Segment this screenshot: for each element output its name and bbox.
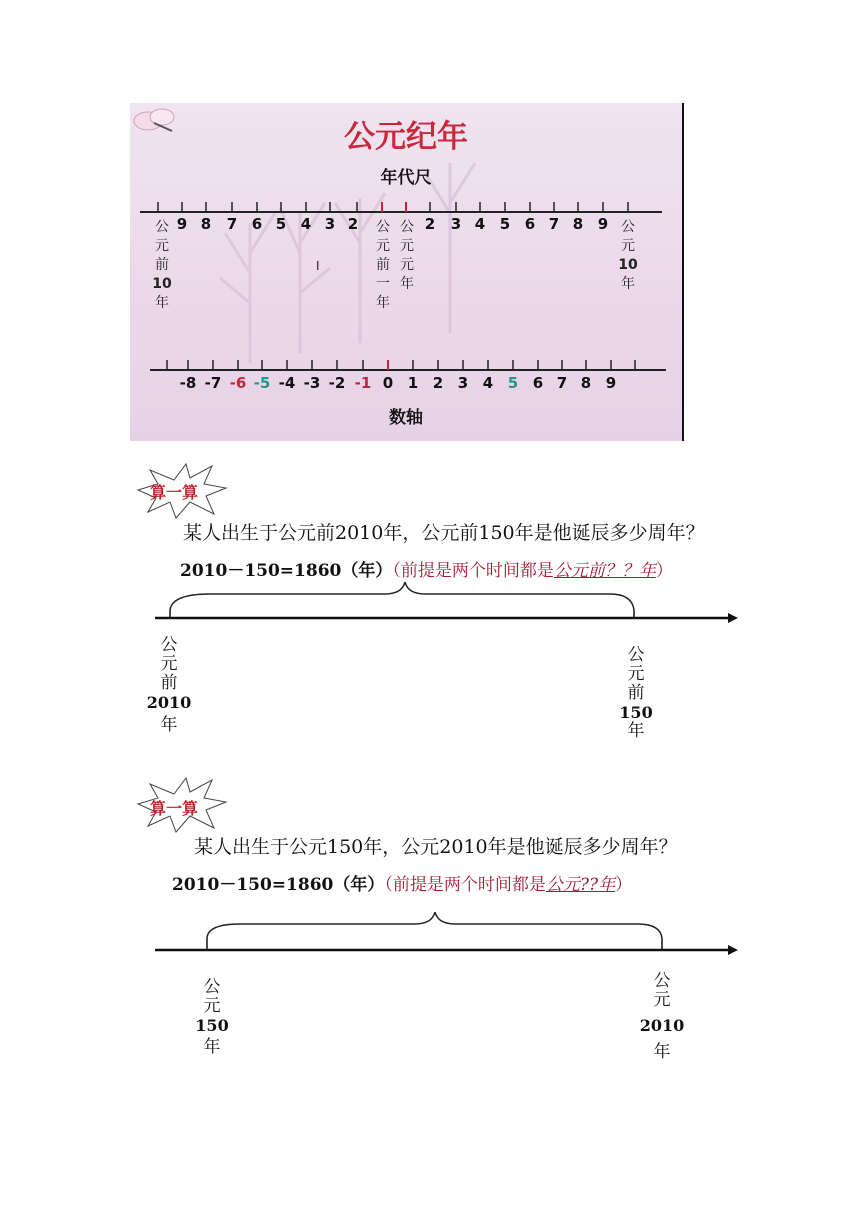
vertical-divider: [682, 103, 684, 441]
ruler-tick-label: 9: [176, 215, 188, 233]
label-char: 年: [620, 276, 635, 292]
ruler-tick-label: 5: [499, 215, 511, 233]
calc2-question: 某人出生于公元150年，公元2010年是他诞辰多少周年？: [194, 836, 678, 858]
label-char: 元: [376, 238, 390, 254]
label-char: 年: [627, 721, 645, 741]
ruler-tick-label: 6: [251, 215, 263, 233]
formula-note-emph: 公元前？？年: [553, 561, 656, 581]
ruler-tick-label: 8: [572, 215, 584, 233]
ruler-tick-label: 5: [275, 215, 287, 233]
calc2-badge-label: 算一算: [150, 799, 199, 818]
label-char: 公: [154, 219, 169, 235]
axis-number-label: -3: [303, 374, 321, 392]
label-char: 前: [627, 683, 645, 703]
ruler-tick-label: 2: [424, 215, 436, 233]
calc2-formula: [172, 870, 632, 895]
axis-number-label: 8: [580, 374, 592, 392]
formula-main: 2010－150=1860（年）: [172, 875, 385, 895]
label-ad-10-year: [618, 218, 637, 294]
calc1-timeline: [150, 582, 740, 632]
axis-number-label: 0: [382, 374, 394, 392]
ruler-tick-label: 7: [548, 215, 560, 233]
formula-note-prefix: （前提是两个时间都是: [392, 561, 554, 581]
label-char: 一: [376, 276, 390, 292]
label-char: 年: [400, 276, 414, 292]
label-num: 10: [152, 276, 172, 292]
ruler-tick-label: 4: [474, 215, 486, 233]
ruler-tick-label: 8: [200, 215, 212, 233]
axis-caption: 数轴: [389, 408, 423, 428]
calc1-formula: [180, 556, 673, 581]
label-char: 元: [627, 664, 645, 684]
label-char: 元: [154, 238, 169, 254]
label-char: 公: [653, 971, 671, 991]
label-num: 2010: [639, 1016, 685, 1035]
calc1-left-label: [147, 636, 192, 735]
label-char: 元: [160, 654, 178, 674]
axis-number-label: -5: [253, 374, 271, 392]
label-char: 元: [400, 238, 414, 254]
ruler-caption: 年代尺: [380, 168, 432, 188]
axis-number-label: -2: [328, 374, 346, 392]
axis-number-label: -8: [179, 374, 197, 392]
label-char: 年: [653, 1042, 671, 1062]
ruler-tick-label: 9: [597, 215, 609, 233]
formula-note-emph: 公元??年: [545, 875, 616, 895]
label-char: 公: [627, 645, 645, 665]
label-char: 公: [376, 219, 390, 235]
label-char: 公: [620, 219, 635, 235]
axis-number-label: 5: [507, 374, 519, 392]
ruler-tick-label: 7: [226, 215, 238, 233]
label-char: 年: [160, 715, 178, 735]
calc1-badge-label: 算一算: [150, 483, 199, 502]
axis-number-label: 7: [556, 374, 568, 392]
label-num: 150: [195, 1016, 229, 1035]
label-num: 10: [618, 257, 638, 273]
label-bc-1-year: [376, 218, 390, 313]
label-char: 元: [400, 257, 414, 273]
ruler-tick-label: 3: [450, 215, 462, 233]
label-bc-10-year: [152, 218, 171, 313]
axis-number-label: 1: [407, 374, 419, 392]
axis-number-label: 2: [432, 374, 444, 392]
calc1-question: 某人出生于公元前2010年，公元前150年是他诞辰多少周年？: [183, 522, 705, 544]
axis-number-label: -1: [354, 374, 372, 392]
axis-number-label: -6: [229, 374, 247, 392]
calc1-right-label: [619, 646, 652, 741]
formula-note-suffix: ）: [655, 561, 673, 581]
label-char: 前: [154, 257, 169, 273]
label-num: 2010: [146, 693, 192, 712]
axis-number-label: -4: [278, 374, 296, 392]
label-char: 公: [400, 219, 414, 235]
label-char: 元: [620, 238, 635, 254]
axis-number-label: 4: [482, 374, 494, 392]
formula-note-suffix: ）: [615, 875, 633, 895]
label-ad-1-year: [400, 218, 414, 294]
axis-number-label: 9: [605, 374, 617, 392]
axis-number-label: 6: [532, 374, 544, 392]
label-char: 元: [653, 990, 671, 1010]
calc2-left-label: [195, 978, 228, 1057]
label-char: 前: [160, 673, 178, 693]
label-char: 年: [376, 295, 390, 311]
axis-number-label: -7: [204, 374, 222, 392]
ruler-tick-label: 3: [324, 215, 336, 233]
ruler-mid-marker: I: [316, 259, 320, 273]
formula-note-prefix: （前提是两个时间都是: [384, 875, 546, 895]
slide-title: 公元纪年: [344, 119, 468, 155]
label-char: 公: [160, 635, 178, 655]
formula-main: 2010－150=1860（年）: [180, 561, 393, 581]
label-char: 前: [376, 257, 390, 273]
label-char: 年: [154, 295, 169, 311]
label-char: 元: [203, 996, 221, 1016]
calc2-right-label: [640, 972, 685, 1062]
axis-number-label: 3: [457, 374, 469, 392]
label-char: 公: [203, 977, 221, 997]
label-num: 150: [619, 703, 653, 722]
chronology-slide: [130, 103, 682, 441]
label-char: 年: [203, 1037, 221, 1057]
ruler-tick-label: 4: [300, 215, 312, 233]
calc2-timeline: [150, 912, 740, 962]
ruler-tick-label: 2: [347, 215, 359, 233]
ruler-tick-label: 6: [524, 215, 536, 233]
